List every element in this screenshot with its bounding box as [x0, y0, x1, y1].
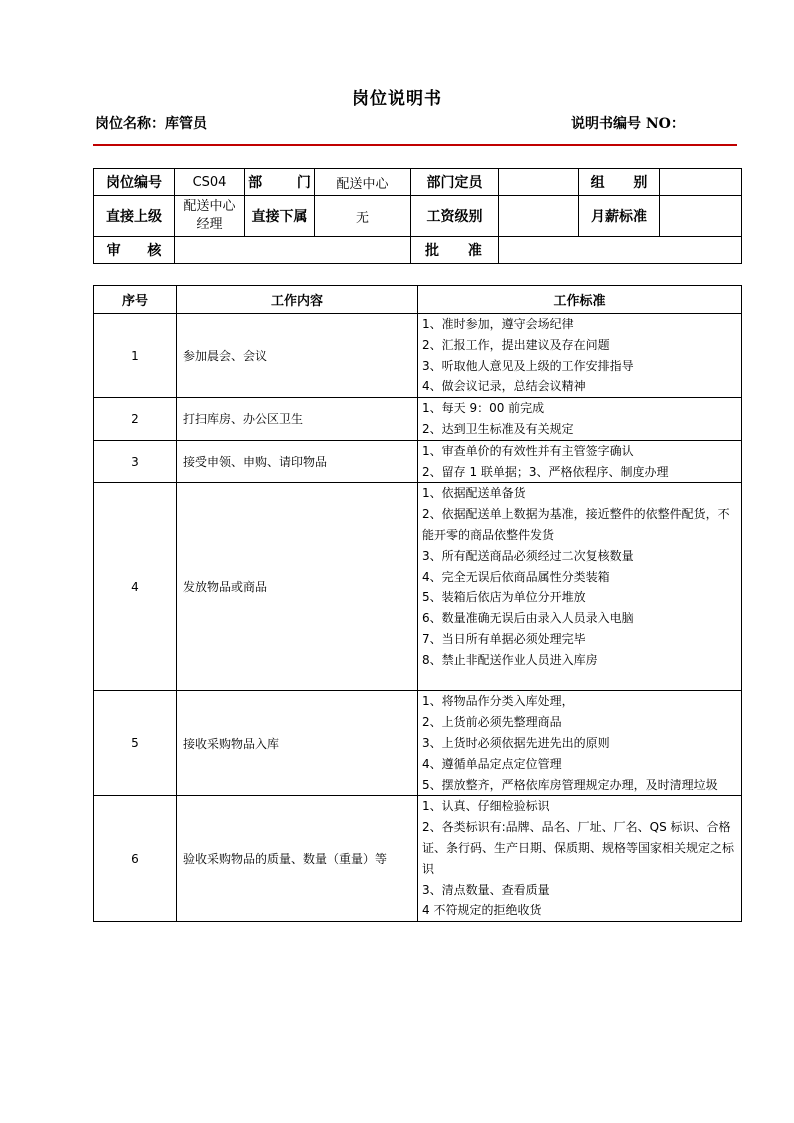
standard-line: 2、留存 1 联单据；3、严格依程序、制度办理: [422, 464, 669, 479]
duty-content: 打扫库房、办公区卫生: [177, 398, 418, 441]
duty-standard: [418, 796, 742, 922]
position-info-table: [93, 168, 742, 264]
quota-value: [499, 169, 579, 196]
standard-line: 证、条行码、生产日期、保质期、规格等国家相关规定之标: [422, 840, 735, 855]
superior-label: 直接上级: [94, 196, 175, 237]
review-value: [175, 237, 411, 264]
standard-line: 3、听取他人意见及上级的工作安排指导: [422, 358, 634, 373]
duty-standard: [418, 440, 742, 483]
monthly-salary-label: 月薪标准: [579, 196, 660, 237]
table-row: [94, 440, 742, 483]
group-value: [660, 169, 742, 196]
standard-line: 3、清点数量、查看质量: [422, 882, 550, 897]
duty-content: 验收采购物品的质量、数量（重量）等: [177, 796, 418, 922]
duty-content: 参加晨会、会议: [177, 314, 418, 398]
duties-table: [93, 285, 742, 922]
monthly-salary-value: [660, 196, 742, 237]
standard-line: 2、依据配送单上数据为基准，接近整件的依整件配货，不: [422, 507, 730, 522]
table-row: [94, 691, 742, 796]
header-standard: 工作标准: [418, 286, 742, 314]
header-content: 工作内容: [177, 286, 418, 314]
standard-line: 3、上货时必须依据先进先出的原则: [422, 735, 610, 750]
dept-label: 部 门: [245, 169, 315, 196]
table-row: [94, 796, 742, 922]
superior-value-line1: 配送中心: [183, 199, 236, 214]
header-divider: [93, 144, 737, 146]
dept-value: 配送中心: [315, 169, 411, 196]
duty-number: 5: [94, 691, 177, 796]
duty-content: 接受申领、申购、请印物品: [177, 440, 418, 483]
duty-number: 4: [94, 483, 177, 691]
standard-line: 5、装箱后依店为单位分开堆放: [422, 590, 586, 605]
standard-line: 8、禁止非配送作业人员进入库房: [422, 652, 598, 667]
superior-value: [175, 196, 245, 237]
standard-line: 4、做会议记录，总结会议精神: [422, 379, 586, 394]
duty-number: 2: [94, 398, 177, 441]
review-label: 审 核: [94, 237, 175, 264]
standard-line: 6、数量准确无误后由录入人员录入电脑: [422, 611, 634, 626]
document-number-label: 说明书编号 NO：: [571, 116, 685, 132]
standard-line: 识: [422, 861, 435, 876]
header-no: 序号: [94, 286, 177, 314]
position-code-value: CS04: [175, 169, 245, 196]
duty-standard: [418, 314, 742, 398]
standard-line: 1、依据配送单备货: [422, 486, 526, 501]
standard-line: 4 不符规定的拒绝收货: [422, 903, 542, 918]
quota-label: 部门定员: [411, 169, 499, 196]
approve-label: 批 准: [411, 237, 499, 264]
standard-line: 2、汇报工作，提出建议及存在问题: [422, 337, 610, 352]
position-name: 岗位名称：库管员: [95, 116, 207, 132]
standard-line: 1、准时参加，遵守会场纪律: [422, 317, 574, 331]
standard-line: 5、摆放整齐，严格依库房管理规定办理，及时清理垃圾: [422, 777, 718, 792]
table-row: [94, 314, 742, 398]
table-row: [94, 483, 742, 691]
standard-line: 1、审查单价的有效性并有主管签字确认: [422, 443, 634, 458]
standard-line: 4、完全无误后依商品属性分类装箱: [422, 569, 610, 584]
standard-line: 4、遵循单品定点定位管理: [422, 756, 562, 771]
standard-line: 能开零的商品依整件发货: [422, 527, 555, 542]
standard-line: 2、达到卫生标准及有关规定: [422, 421, 574, 436]
subordinate-value: 无: [315, 196, 411, 237]
duty-content: 接收采购物品入库: [177, 691, 418, 796]
document-title: 岗位说明书: [352, 89, 442, 109]
duty-number: 1: [94, 314, 177, 398]
group-label: 组 别: [579, 169, 660, 196]
salary-value: [499, 196, 579, 237]
standard-line: 1、认真、仔细检验标识: [422, 799, 550, 814]
table-row: [94, 398, 742, 441]
position-code-label: 岗位编号: [94, 169, 175, 196]
standard-line: 1、将物品作分类入库处理，: [422, 694, 574, 709]
standard-line: 3、所有配送商品必须经过二次复核数量: [422, 548, 634, 563]
standard-line: 2、各类标识有:品牌、品名、厂址、厂名、QS 标识、合格: [422, 820, 731, 835]
standard-line: 1、每天 9：00 前完成: [422, 401, 545, 416]
duty-standard: [418, 483, 742, 691]
duty-standard: [418, 398, 742, 441]
duty-standard: [418, 691, 742, 796]
duty-number: 3: [94, 440, 177, 483]
subordinate-label: 直接下属: [245, 196, 315, 237]
approve-value: [499, 237, 742, 264]
salary-label: 工资级别: [411, 196, 499, 237]
duty-number: 6: [94, 796, 177, 922]
superior-value-line2: 经理: [196, 217, 223, 232]
standard-line: 7、当日所有单据必须处理完毕: [422, 631, 586, 646]
standard-line: 2、上货前必须先整理商品: [422, 715, 562, 730]
duty-content: 发放物品或商品: [177, 483, 418, 691]
